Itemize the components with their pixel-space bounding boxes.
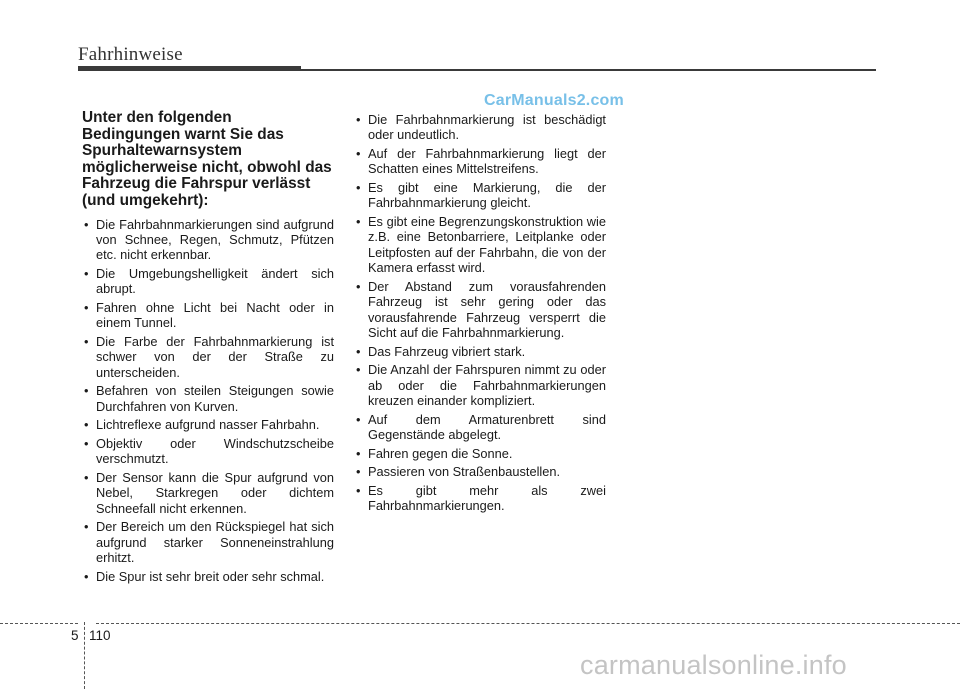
- page-number: 110: [89, 628, 111, 643]
- list-item: • Es gibt eine Markierung, die der Fahrbahnmarkierung gleicht.: [354, 180, 606, 211]
- list-item: • Die Spur ist sehr breit oder sehr schmal.: [82, 569, 334, 584]
- list-item: • Der Bereich um den Rückspiegel hat sich aufgrund starker Sonneneinstrahlung erhitzt.: [82, 519, 334, 565]
- list-item: • Befahren von steilen Steigungen sowie Durchfahren von Kurven.: [82, 383, 334, 414]
- list-item: • Die Fahrbahnmarkierung ist beschädigt oder undeutlich.: [354, 112, 606, 143]
- list-item: • Der Abstand zum vorausfahrenden Fahrzeug ist sehr gering oder das vorausfahrende Fahrzeug versperrt die Sicht auf die Fahrbahnmarkierung.: [354, 279, 606, 341]
- left-column: [82, 110, 334, 587]
- list-item: • Das Fahrzeug vibriert stark.: [354, 344, 606, 359]
- list-item: • Es gibt mehr als zwei Fahrbahnmarkierungen.: [354, 483, 606, 514]
- list-item: • Es gibt eine Begrenzungskonstruktion wie z.B. eine Betonbarriere, Leitplanke oder Leitpfosten auf der Fahrbahn, die von der Kamera erfasst wird.: [354, 214, 606, 276]
- footer-divider-right: [96, 623, 960, 624]
- right-column: [354, 112, 606, 517]
- list-item: • Auf der Fahrbahnmarkierung liegt der Schatten eines Mittelstreifens.: [354, 146, 606, 177]
- chapter-number: 5: [71, 628, 79, 643]
- list-item: • Die Umgebungshelligkeit ändert sich abrupt.: [82, 266, 334, 297]
- list-item: • Auf dem Armaturenbrett sind Gegenstände abgelegt.: [354, 412, 606, 443]
- list-item: • Fahren ohne Licht bei Nacht oder in einem Tunnel.: [82, 300, 334, 331]
- watermark-top[interactable]: CarManuals2.com: [484, 92, 624, 109]
- header-rule-thin: [301, 69, 876, 71]
- list-item: • Die Farbe der Fahrbahnmarkierung ist schwer von der der Straße zu unterscheiden.: [82, 334, 334, 380]
- list-item: • Der Sensor kann die Spur aufgrund von Nebel, Starkregen oder dichtem Schneefall nicht erkennen.: [82, 470, 334, 516]
- warning-heading: Unter den folgenden Bedingungen warnt Sie das Spurhaltewarnsystem möglicherweise nicht, obwohl das Fahrzeug die Fahrspur verlässt (und umgekehrt):: [82, 109, 332, 209]
- section-title: Fahrhinweise: [78, 44, 183, 65]
- right-bullet-list: [354, 112, 606, 514]
- footer-divider-left: [0, 623, 78, 624]
- left-bullet-list: [82, 217, 334, 585]
- list-item: • Lichtreflexe aufgrund nasser Fahrbahn.: [82, 417, 334, 432]
- watermark-bottom[interactable]: carmanualsonline.info: [580, 650, 847, 680]
- header-rule-thick: [78, 66, 301, 71]
- list-item: • Objektiv oder Windschutzscheibe verschmutzt.: [82, 436, 334, 467]
- list-item: • Die Anzahl der Fahrspuren nimmt zu oder ab oder die Fahrbahnmarkierungen kreuzen einander kompliziert.: [354, 362, 606, 408]
- footer-vertical-divider: [84, 622, 85, 689]
- list-item: • Passieren von Straßenbaustellen.: [354, 464, 606, 479]
- list-item: • Die Fahrbahnmarkierungen sind aufgrund von Schnee, Regen, Schmutz, Pfützen etc. nicht erkennbar.: [82, 217, 334, 263]
- list-item: • Fahren gegen die Sonne.: [354, 446, 606, 461]
